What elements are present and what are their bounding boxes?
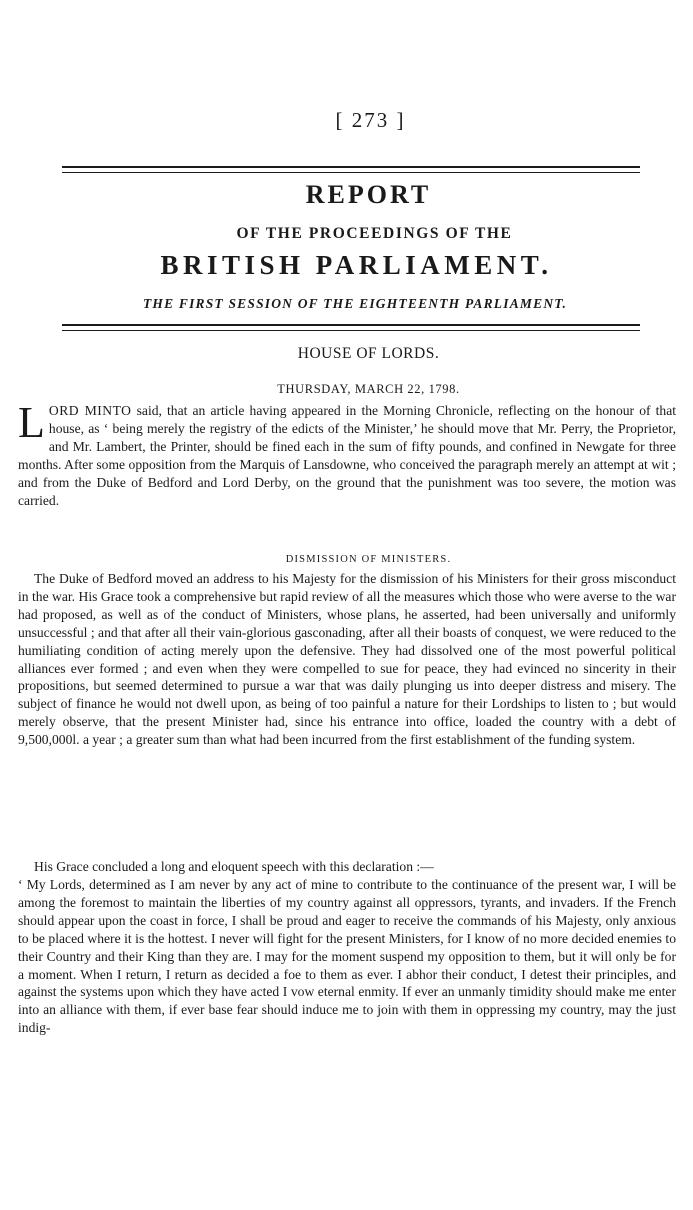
report-title: REPORT xyxy=(305,180,432,209)
paragraph-conclusion: His Grace concluded a long and eloquent speech with this declaration :— xyxy=(34,859,434,874)
header-rule-bottom xyxy=(62,324,640,331)
paragraph-lead: ORD MINTO xyxy=(48,403,132,418)
paragraph-text: said, that an article having appeared in the Morning Chronicle, reflecting on the honour of that house, as ‘ being merely the registry of the edicts of the Minister,’ he should move that Mr. Perry, the Proprietor, and Mr. Lambert, the Printer, should be fined each in the sum of fifty pounds, and confined in Newgate for three months. After some opposition from the Marquis of Lansdowne, who conceived the paragraph merely an attempt at wit ; and from the Duke of Bedford and Lord Derby, on the ground that the punishment was too severe, the motion was carried. xyxy=(18,403,677,508)
header-rule-top xyxy=(62,166,640,173)
house-heading: HOUSE OF LORDS. xyxy=(297,345,440,362)
paragraph-speech: ‘ My Lords, determined as I am never by any act of mine to contribute to the continuance of the present war, I will be among the foremost to maintain the liberties of my country against all oppressors, tyrants, and invaders. If the French should appear upon the coast in force, I shall be proud and eager to receive the commands of his Majesty, only anxious to be placed where it is the hottest. I never will fight for the present Ministers, for I know of no more decided enemies to their Country and their King than they are. I may for the moment suspend my opposition to them, but it will only be for a moment. When I return, I return as decided a foe to them as ever. I abhor their conduct, I detest their principles, and against the systems upon which they have acted I vow eternal enmity. If ever an unmanly timidity should make me enter into an alliance with them, if ever base fear should induce me to join with them in oppressing my country, may the just indig- xyxy=(18,877,676,1036)
paragraph-lord-minto xyxy=(18,398,677,509)
parliament-title: BRITISH PARLIAMENT. xyxy=(160,250,553,280)
paragraph-duke-of-bedford: The Duke of Bedford moved an address to his Majesty for the dismission of his Ministers for their gross misconduct in the war. His Grace took a comprehensive but rapid review of all the measures which those who were averse to the war had proposed, as well as of the conduct of Ministers, whose plans, he asserted, had been universally and uniformly unsuccessful ; and that after all their vain-glorious gasconading, after all their boasts of conquest, we were reduced to the humiliating condition of acting merely upon the defensive. They had dissolved one of the most powerful political alliances ever formed ; and even when they were compelled to sue for peace, they had evinced no sincerity in their propositions, but seemed determined to pursue a war that was daily plunging us into deeper distress and misery. The subject of finance he would not dwell upon, as being of too painful a nature for their Lordships to listen to ; but would merely observe, that the present Minister had, since his entrance into office, loaded the country with a debt of 9,500,000l. a year ; a greater sum than what had been incurred from the first establishment of the funding system. xyxy=(18,571,676,748)
drop-cap: L xyxy=(18,398,45,447)
section-heading: DISMISSION OF MINISTERS. xyxy=(285,554,452,565)
date-line: THURSDAY, MARCH 22, 1798. xyxy=(277,382,460,396)
page-number: [ 273 ] xyxy=(335,108,406,132)
session-line: THE FIRST SESSION OF THE EIGHTEENTH PARLIAMENT. xyxy=(142,296,568,311)
report-subtitle: OF THE PROCEEDINGS OF THE xyxy=(236,225,513,242)
